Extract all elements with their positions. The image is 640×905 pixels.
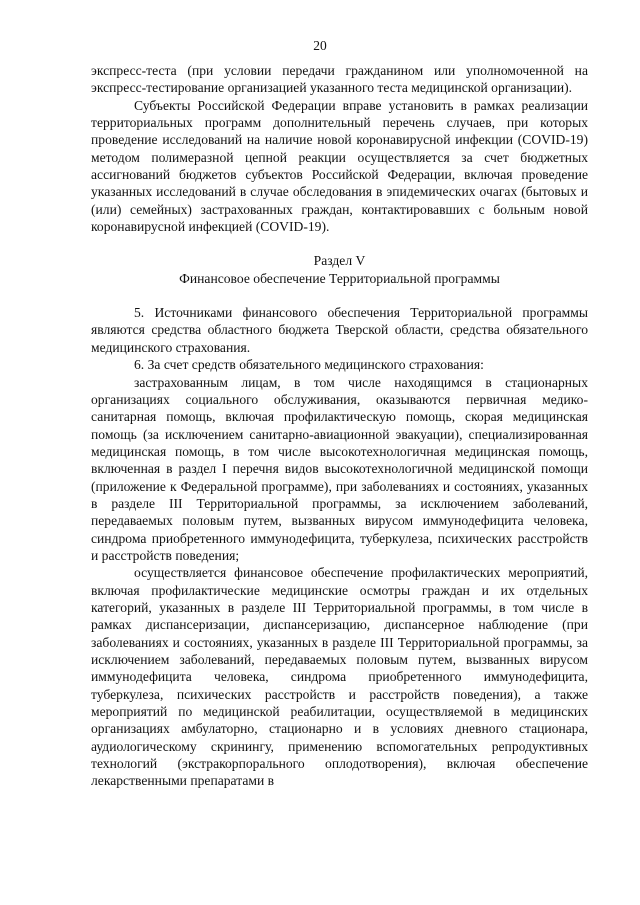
section-title: Финансовое обеспечение Территориальной программы — [179, 270, 500, 286]
paragraph-insured-persons: застрахованным лицам, в том числе находящимся в стационарных организациях социального обслуживания, оказываются первичная медико-санитарная помощь, включая профилактическую помощь, скорая медицинская помощь (за исключением санитарно-авиационной эвакуации), специализированная медицинская помощь, в том числе высокотехнологичная медицинская помощь, включенная в раздел I перечня видов высокотехнологичной медицинской помощи (приложение к Федеральной программе), при заболеваниях и состояниях, указанных в разделе III Территориальной программы, за исключением заболеваний, передаваемых половым путем, вызванных вирусом иммунодефицита человека, синдрома приобретенного иммунодефицита, туберкулеза, психических расстройств и расстройств поведения; — [91, 374, 588, 563]
paragraph-funding-sources: 5. Источниками финансового обеспечения Территориальной программы являются средства областного бюджета Тверской области, средства обязательного медицинского страхования. — [91, 305, 588, 355]
paragraph-oms-intro: 6. За счет средств обязательного медицинского страхования: — [134, 357, 484, 373]
section-heading: Раздел V — [313, 253, 366, 269]
paragraph-continuation: экспресс-теста (при условии передачи гражданином или уполномоченной на экспресс-тестирование организацией указанного теста медицинской организации). — [91, 63, 588, 96]
page-number: 20 — [313, 38, 327, 53]
document-body — [91, 62, 588, 790]
paragraph-preventive-measures: осуществляется финансовое обеспечение профилактических мероприятий, включая профилактические медицинские осмотры граждан и их отдельных категорий, указанных в разделе III Территориальной программы, в том числе в рамках диспансеризации, диспансеризацию, диспансерное наблюдение (при заболеваниях и состояниях, указанных в разделе III Территориальной программы, за исключением заболеваний, передаваемых половым путем, вызванных вирусом иммунодефицита человека, синдрома приобретенного иммунодефицита, туберкулеза, психических расстройств и расстройств поведения), а также мероприятий по медицинской реабилитации, осуществляемой в медицинских организациях амбулаторно, стационарно и в условиях дневного стационара, аудиологическому скринингу, применению вспомогательных репродуктивных технологий (экстракорпорального оплодотворения), включая обеспечение лекарственными препаратами в — [91, 565, 588, 789]
paragraph-covid-testing: Субъекты Российской Федерации вправе установить в рамках реализации территориальных программ дополнительный перечень случаев, при которых проведение исследований на наличие новой коронавирусной инфекции (COVID-19) методом полимеразной цепной реакции осуществляется за счет бюджетных ассигнований бюджетов субъектов Российской Федерации, включая проведение указанных исследований в случае обследования в эпидемических очагах (бытовых и (или) семейных) застрахованных граждан, контактировавших с больным новой коронавирусной инфекцией (COVID-19). — [91, 97, 588, 235]
